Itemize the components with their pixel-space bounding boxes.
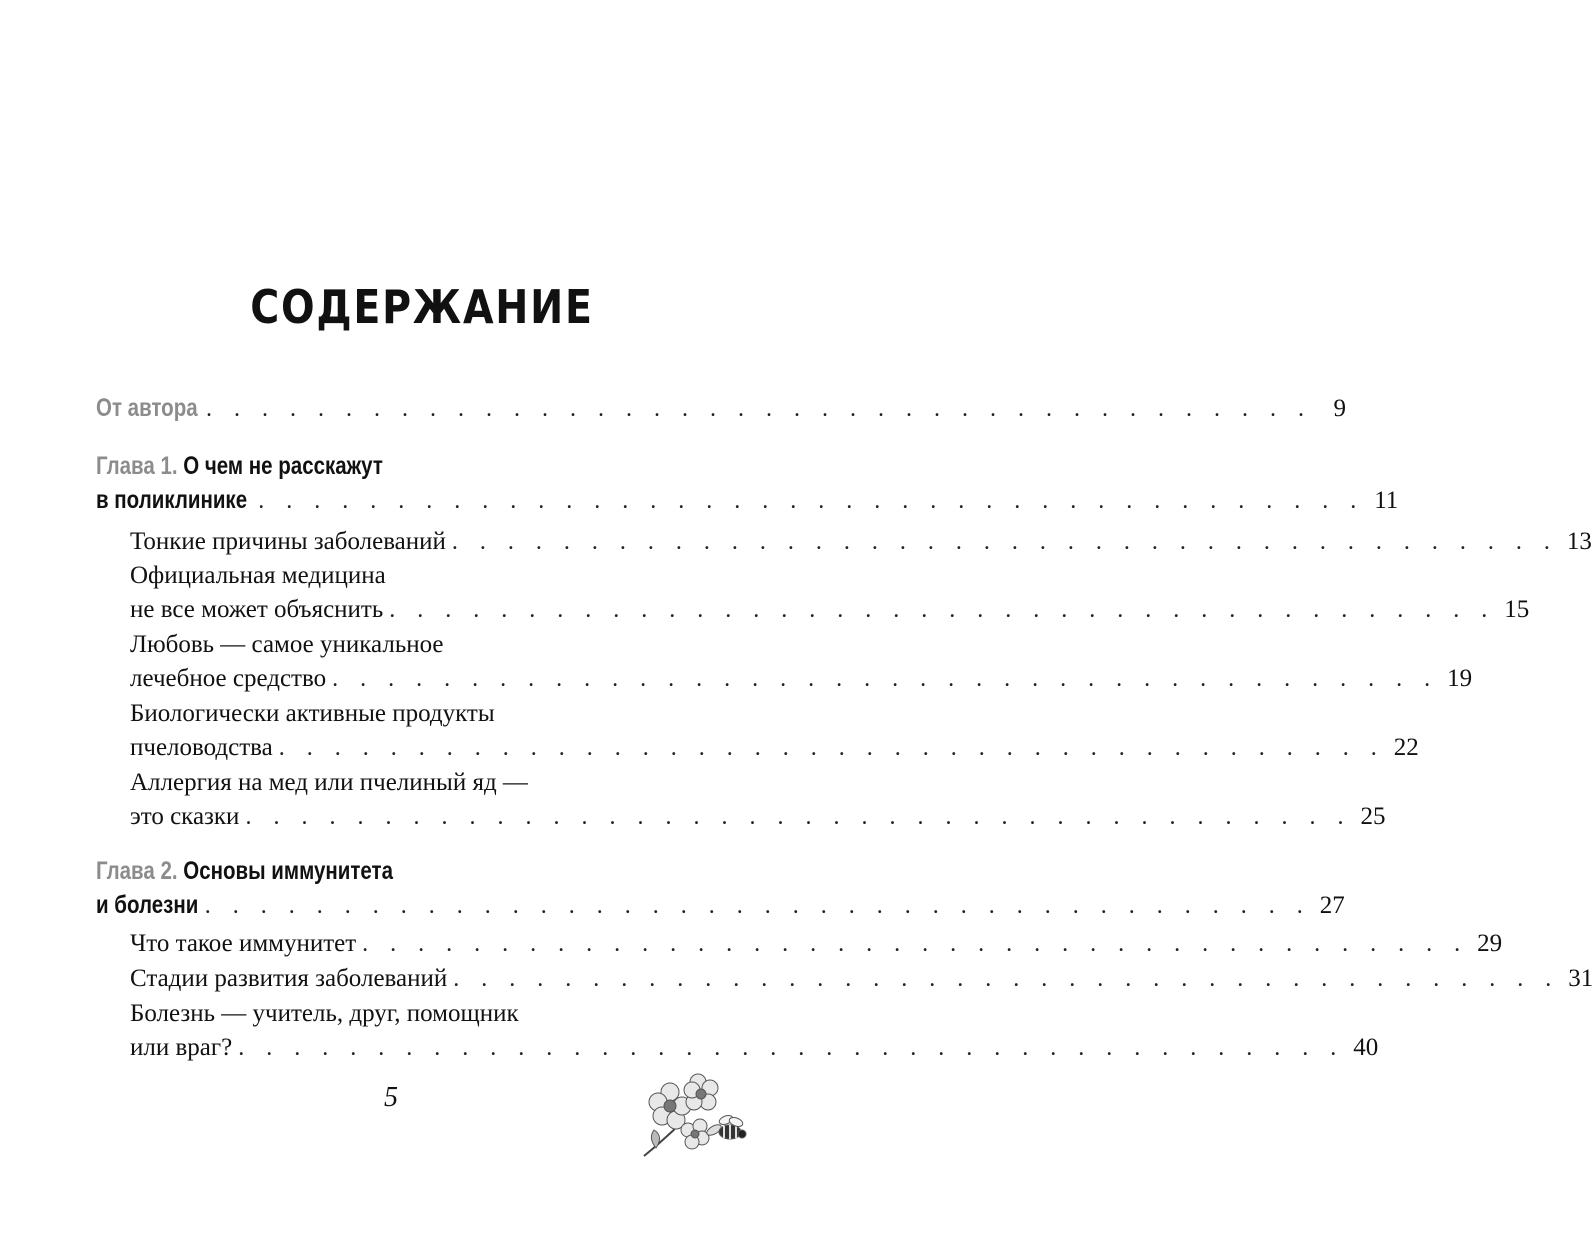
chapter-title-line1: О чем не расскажут [183, 452, 383, 480]
leader-dots: . . . . . . . . . . . . . . . . . . . . . . . . . . . . . . . . . . . . . . . . [238, 1035, 1345, 1061]
entry-label: Что такое иммунитет [130, 930, 357, 957]
page-number: 31 [1568, 965, 1593, 992]
entry-label-line2: не все может объяснить [130, 596, 384, 623]
page-number: 27 [1319, 892, 1345, 919]
toc-entry[interactable] [130, 1034, 1379, 1068]
toc-entry[interactable] [130, 734, 1419, 768]
leader-dots: . . . . . . . . . . . . . . . . . . . . . . . . . . . . . . . . . . . . . . . . [204, 893, 1311, 919]
entry-label-line2: это сказки [130, 803, 240, 830]
leader-dots: . . . . . . . . . . . . . . . . . . . . . . . . . . . . . . . . . . . . . . . . [451, 529, 1558, 555]
toc-chapter-2-heading[interactable] [96, 857, 696, 891]
toc-entry[interactable] [130, 528, 1592, 562]
toc-entry[interactable] [130, 596, 1530, 630]
leader-dots: . . . . . . . . . . . . . . . . . . . . . . . . . . . . . . . . . . . . . . . . [362, 931, 1469, 957]
entry-label: Болезнь — учитель, друг, помощник [130, 1000, 519, 1027]
toc-entry[interactable] [130, 930, 1503, 964]
toc-entry[interactable] [130, 665, 1473, 699]
entry-label: Аллергия на мед или пчелиный яд — [130, 769, 528, 796]
page-number: 19 [1447, 665, 1473, 692]
flower-bee-icon [636, 1068, 754, 1162]
toc-chapter-1[interactable] [96, 486, 1399, 520]
page-number: 9 [1333, 395, 1346, 422]
chapter-title-line2: и болезни [96, 891, 199, 919]
leader-dots: . . . . . . . . . . . . . . . . . . . . . . . . . . . . . . . . . . . . . . . . [245, 804, 1352, 830]
chapter-title-line2: в поликлинике [96, 486, 248, 514]
entry-label-line2: лечебное средство [130, 665, 327, 692]
entry-label: Биологически активные продукты [130, 700, 495, 727]
page-number: 25 [1360, 803, 1386, 830]
page-number: 15 [1504, 596, 1530, 623]
page-number: 40 [1353, 1034, 1379, 1061]
leader-dots: . . . . . . . . . . . . . . . . . . . . . . . . . . . . . . . . . . . . . . . . [332, 666, 1439, 692]
leader-dots: . . . . . . . . . . . . . . . . . . . . . . . . . . . . . . . . . . . . . . . . [278, 735, 1385, 761]
entry-label: Стадии развития заболеваний [130, 965, 448, 992]
toc-entry[interactable] [130, 965, 1593, 999]
toc-entry-line1[interactable] [130, 1000, 696, 1034]
page-number: 11 [1374, 487, 1399, 514]
chapter-title-line1: Основы иммунитета [183, 857, 393, 885]
chapter-prefix: Глава 2. [96, 857, 178, 885]
entry-label: Любовь — самое уникальное [130, 631, 444, 658]
toc-entry-line1[interactable] [130, 769, 696, 803]
entry-label-line2: пчеловодства [130, 734, 273, 761]
entry-label-line2: или враг? [130, 1034, 233, 1061]
toc-entry-line1[interactable] [130, 562, 696, 596]
leader-dots: . . . . . . . . . . . . . . . . . . . . . . . . . . . . . . . . . . . . . . . . [453, 966, 1560, 992]
toc-entry[interactable] [130, 803, 1386, 837]
entry-label: Тонкие причины заболеваний [130, 528, 446, 555]
chapter-heading [96, 857, 393, 886]
page-number: 29 [1477, 930, 1503, 957]
leader-dots: . . . . . . . . . . . . . . . . . . . . . . . . . . . . . . . . . . . . . . . . [205, 396, 1312, 422]
chapter-heading [96, 452, 383, 481]
toc-entry-line1[interactable] [130, 631, 696, 665]
entry-label: Официальная медицина [130, 562, 386, 589]
entry-label: От автора [96, 394, 198, 422]
leader-dots: . . . . . . . . . . . . . . . . . . . . . . . . . . . . . . . . . . . . . . . . [389, 597, 1496, 623]
chapter-prefix: Глава 1. [96, 452, 178, 480]
toc-entry-author[interactable] [96, 394, 1346, 428]
leader-dots: . . . . . . . . . . . . . . . . . . . . . . . . . . . . . . . . . . . . . . . . [258, 488, 1365, 514]
page-title: СОДЕРЖАНИЕ [250, 280, 594, 334]
toc-chapter-1-heading[interactable] [96, 452, 696, 486]
page-folio: 5 [384, 1082, 398, 1113]
toc-entry-line1[interactable] [130, 700, 696, 734]
page-number: 22 [1393, 734, 1419, 761]
page-number: 13 [1566, 528, 1592, 555]
toc-chapter-2[interactable] [96, 891, 1345, 925]
